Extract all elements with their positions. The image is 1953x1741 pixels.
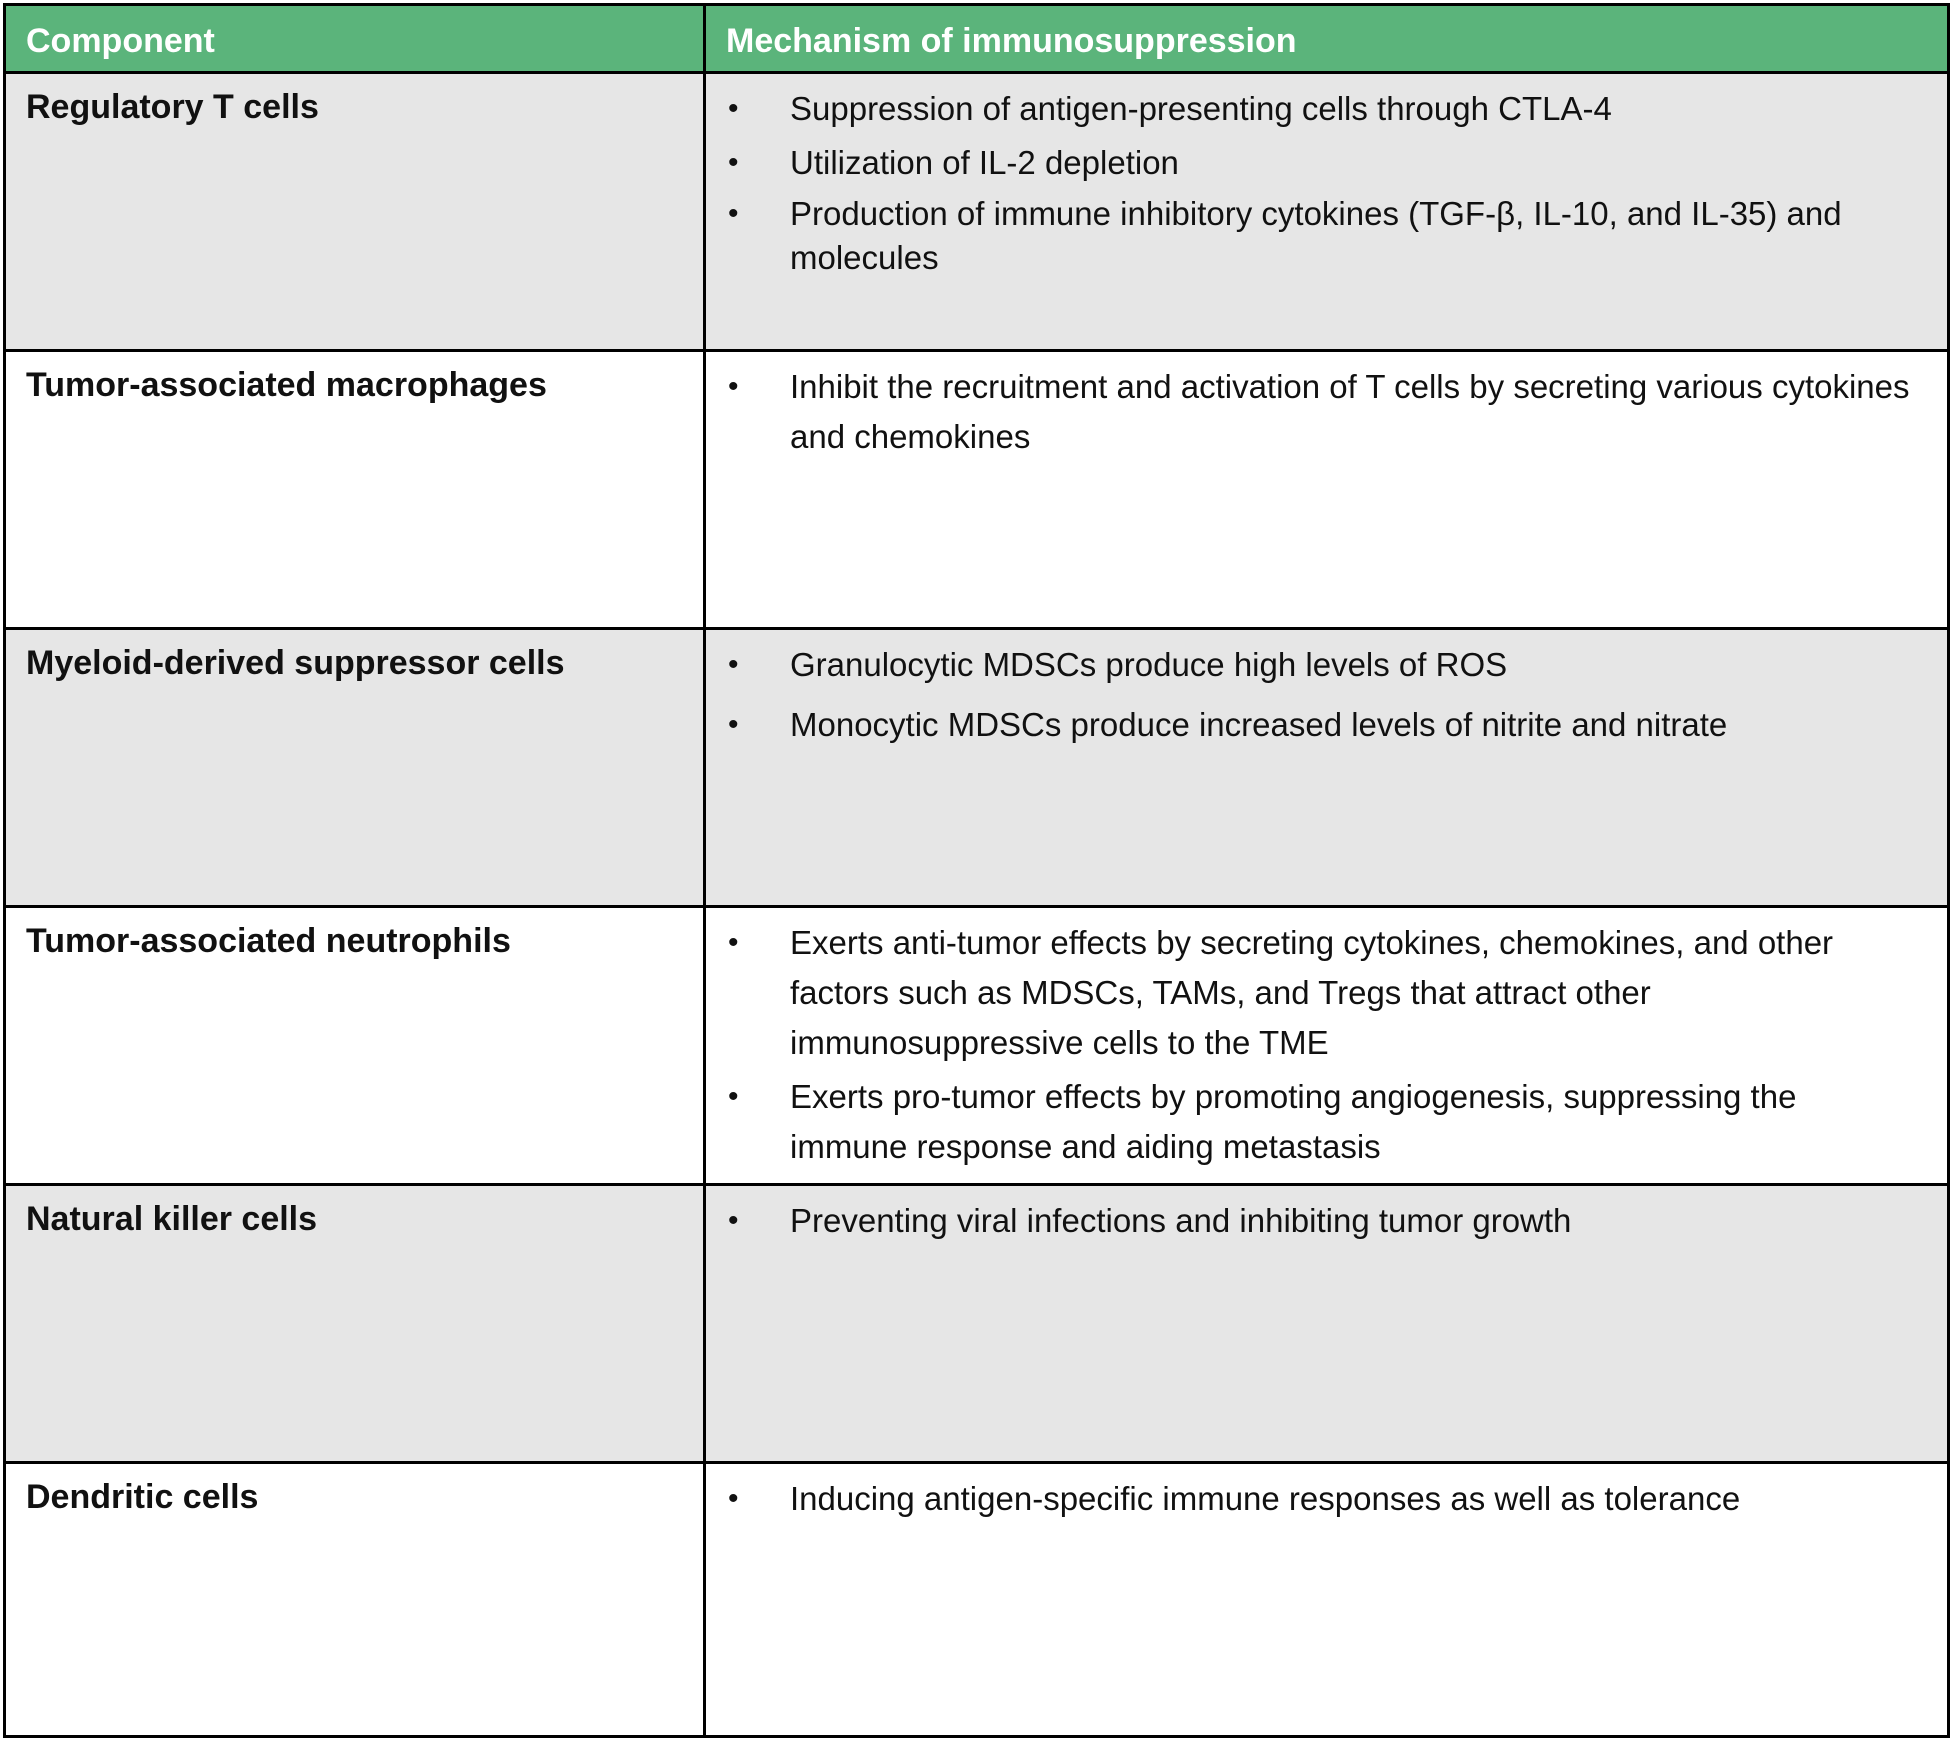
component-cell — [6, 352, 706, 627]
component-cell — [6, 630, 706, 905]
table-row — [6, 1186, 1947, 1464]
mechanism-text: Exerts pro-tumor effects by promoting angiogenesis, suppressing the immune response and aiding metastasis — [790, 1078, 1797, 1165]
column-header-mechanism: Mechanism of immunosuppression — [726, 22, 1297, 60]
component-name: Regulatory T cells — [26, 88, 319, 126]
component-cell — [6, 908, 706, 1183]
bullet-icon: • — [728, 92, 739, 125]
component-name: Tumor-associated macrophages — [26, 366, 547, 404]
list-item — [706, 362, 1917, 462]
list-item — [706, 640, 1917, 690]
mechanism-text: Production of immune inhibitory cytokines (TGF-β, IL-10, and IL-35) and molecules — [790, 195, 1842, 276]
list-item — [706, 1196, 1917, 1246]
list-item — [706, 1474, 1917, 1524]
component-name: Tumor-associated neutrophils — [26, 922, 511, 960]
mechanism-cell — [706, 74, 1947, 349]
mechanism-text: Preventing viral infections and inhibiting tumor growth — [790, 1202, 1572, 1239]
mechanism-text: Inducing antigen-specific immune responses as well as tolerance — [790, 1480, 1741, 1517]
mechanism-cell — [706, 352, 1947, 627]
component-name: Natural killer cells — [26, 1200, 318, 1238]
mechanism-cell — [706, 1186, 1947, 1461]
column-header-component: Component — [26, 22, 215, 60]
list-item — [706, 84, 1917, 134]
mechanism-text: Suppression of antigen-presenting cells through CTLA-4 — [790, 90, 1612, 127]
list-item — [706, 700, 1917, 750]
table-row — [6, 1464, 1947, 1735]
bullet-icon: • — [728, 708, 739, 741]
mechanism-cell — [706, 1464, 1947, 1735]
list-item — [706, 138, 1917, 188]
component-cell — [6, 1464, 706, 1735]
bullet-icon: • — [728, 1482, 739, 1515]
mechanism-list — [706, 640, 1917, 754]
mechanism-text: Inhibit the recruitment and activation of T cells by secreting various cytokines and chemokines — [790, 368, 1910, 455]
table-row — [6, 908, 1947, 1186]
mechanism-text: Granulocytic MDSCs produce high levels of ROS — [790, 646, 1508, 683]
table-row — [6, 630, 1947, 908]
bullet-icon: • — [728, 197, 739, 230]
mechanism-list — [706, 1196, 1917, 1250]
table-row — [6, 74, 1947, 352]
mechanism-list — [706, 1474, 1917, 1528]
mechanism-list — [706, 362, 1917, 466]
component-name: Myeloid-derived suppressor cells — [26, 644, 565, 682]
header-cell-mechanism — [706, 6, 1947, 71]
component-cell — [6, 74, 706, 349]
immunosuppression-table — [3, 3, 1950, 1738]
bullet-icon: • — [728, 1204, 739, 1237]
component-cell — [6, 1186, 706, 1461]
component-name: Dendritic cells — [26, 1478, 259, 1516]
bullet-icon: • — [728, 370, 739, 403]
table-row — [6, 352, 1947, 630]
mechanism-cell — [706, 908, 1947, 1183]
mechanism-text: Utilization of IL-2 depletion — [790, 144, 1179, 181]
mechanism-list — [706, 918, 1917, 1176]
bullet-icon: • — [728, 648, 739, 681]
header-cell-component — [6, 6, 706, 71]
mechanism-text: Exerts anti-tumor effects by secreting cytokines, chemokines, and other factors such as MDSCs, TAMs, and Tregs that attract other immunosuppressive cells to the TME — [790, 924, 1834, 1061]
list-item — [706, 192, 1917, 280]
bullet-icon: • — [728, 1080, 739, 1113]
mechanism-list — [706, 84, 1917, 284]
mechanism-cell — [706, 630, 1947, 905]
table-header-row — [6, 6, 1947, 74]
bullet-icon: • — [728, 146, 739, 179]
mechanism-text: Monocytic MDSCs produce increased levels of nitrite and nitrate — [790, 706, 1728, 743]
list-item — [706, 918, 1917, 1068]
list-item — [706, 1072, 1917, 1172]
bullet-icon: • — [728, 926, 739, 959]
